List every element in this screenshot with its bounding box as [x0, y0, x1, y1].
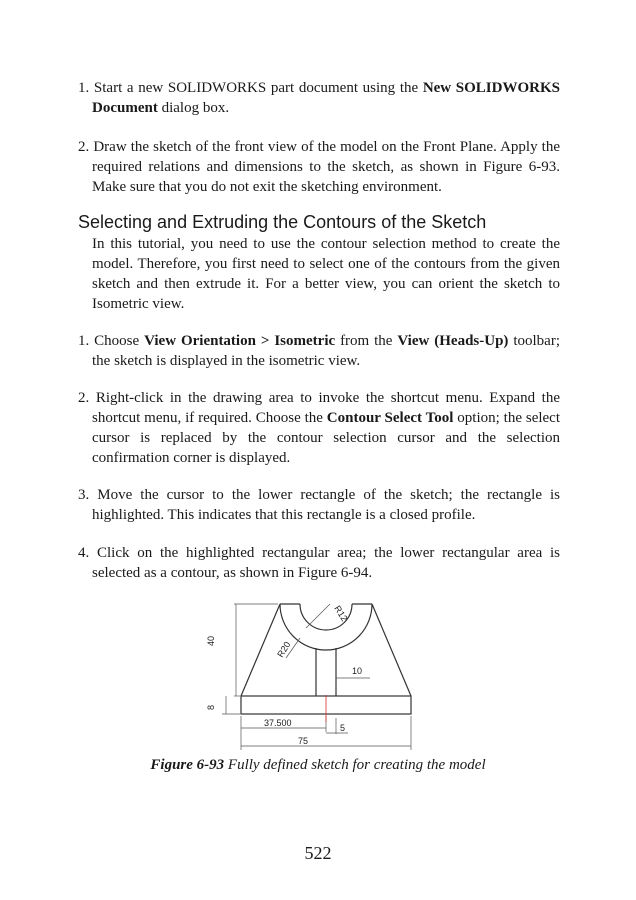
step-bold-text: Contour Select Tool [326, 410, 454, 426]
dim-5: 5 [340, 723, 346, 733]
step-number: 4. [78, 545, 90, 561]
dim-8: 8 [206, 704, 216, 710]
outer-arc [280, 604, 372, 650]
caption-text: Fully defined sketch for creating the model [224, 757, 486, 773]
step-text: Choose [94, 333, 145, 349]
step-number: 3. [78, 487, 90, 503]
dim-40: 40 [206, 635, 216, 646]
dim-10: 10 [352, 666, 363, 676]
step-number: 2. [78, 139, 90, 155]
step-text: option; the select cursor is replaced by the contour selection cursor and the selection confirmation corner is displayed. [92, 410, 560, 466]
step-number: 2. [78, 390, 90, 406]
dim-r12: R12 [332, 603, 350, 624]
step-b4 [78, 543, 560, 583]
section-intro: In this tutorial, you need to use the contour selection method to create the model. Therefore, you first need to select one of the contours from the given sketch and then extrude it. For a better view, you can orient the sketch to Isometric view. [92, 236, 560, 312]
step-number: 1. [78, 80, 90, 96]
step-text: Draw the sketch of the front view of the model on the Front Plane. Apply the required relations and dimensions to the sketch, as shown in Figure 6-93. Make sure that you do not exit the sketching environment. [92, 139, 560, 195]
step-text: Click on the highlighted rectangular area; the lower rectangular area is selected as a contour, as shown in Figure 6-94. [92, 545, 561, 581]
dim-75: 75 [298, 736, 309, 746]
step-text: from the [335, 333, 398, 349]
page-number: 522 [304, 843, 332, 863]
right-slanted-line [372, 604, 411, 696]
step-a1 [78, 78, 560, 118]
sketch-figure [200, 598, 430, 758]
figure-caption [0, 757, 636, 774]
step-text: Start a new SOLIDWORKS part document using the [93, 80, 423, 96]
step-b3 [78, 485, 560, 525]
step-text: dialog box. [157, 100, 230, 116]
step-bold-text: New SOLIDWORKS Document [92, 80, 560, 116]
step-number: 1. [78, 333, 90, 349]
step-b1 [78, 331, 560, 371]
step-b2 [78, 388, 560, 468]
step-bold-text: View (Heads-Up) [397, 333, 509, 349]
dim-37500: 37.500 [264, 718, 292, 728]
step-bold-text: View Orientation > Isometric [144, 333, 336, 349]
left-slanted-line [241, 604, 280, 696]
step-a2 [78, 137, 560, 197]
step-text: Move the cursor to the lower rectangle of the sketch; the rectangle is highlighted. This indicates that this rectangle is a closed profile. [92, 487, 561, 523]
section-title: Selecting and Extruding the Contours of the Sketch [78, 212, 487, 232]
caption-label: Figure 6-93 [150, 757, 225, 773]
step-text: toolbar; the sketch is displayed in the isometric view. [92, 333, 560, 369]
dim-r20: R20 [275, 639, 293, 660]
step-text: Right-click in the drawing area to invoke the shortcut menu. Expand the shortcut menu, if required. Choose the [92, 390, 561, 426]
